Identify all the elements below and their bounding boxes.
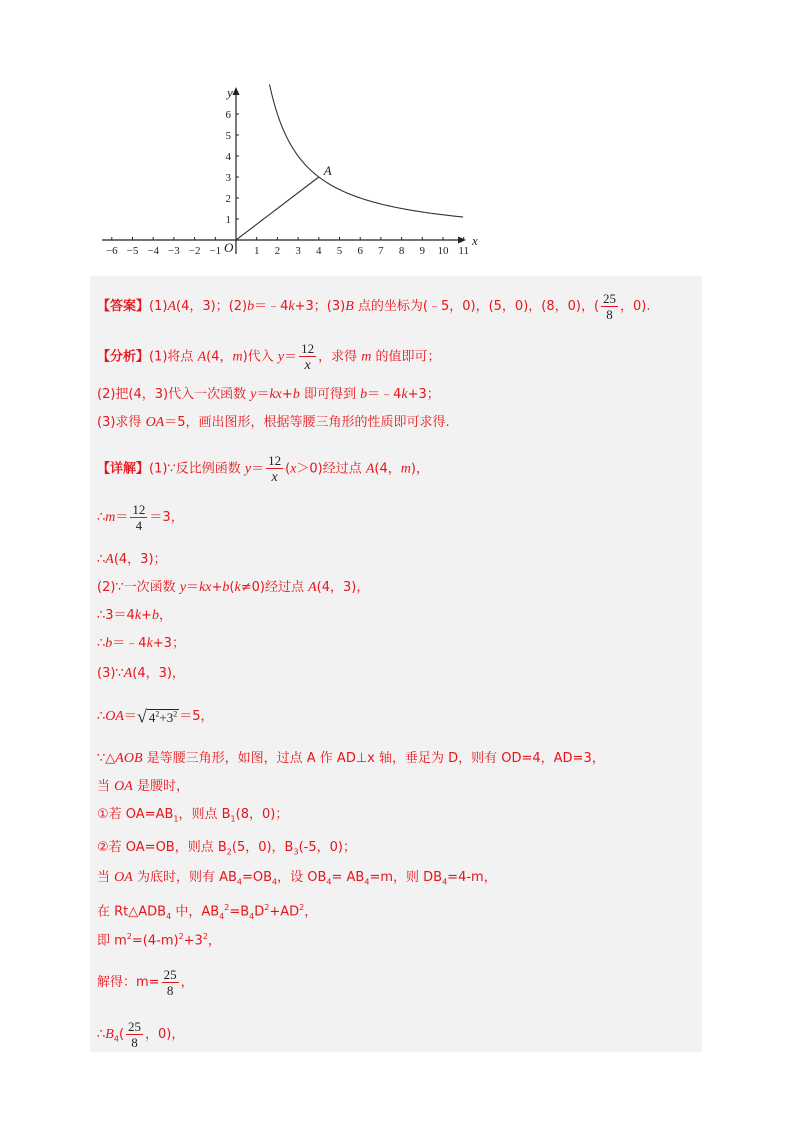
x-tick-label: −5 bbox=[126, 245, 139, 257]
analysis-line-1: 【分析】(1)将点 A(4，m)代入 y＝ $\frac{12}{x}$ ，求得 m 的值即可； bbox=[97, 341, 441, 373]
detail-line-12: ②若 OA=OB，则点 $B_2(5$，0)，$B_3(-5$，0)； bbox=[97, 840, 356, 857]
x-tick-label: 9 bbox=[419, 245, 426, 257]
detail-line-15: 即 $m^2=(4-m)^2+3^2$， bbox=[97, 932, 221, 949]
x-tick-label: 3 bbox=[295, 245, 301, 257]
x-axis-arrow bbox=[458, 237, 466, 244]
detail-line-10: 当 OA 是腰时， bbox=[97, 779, 189, 794]
detail-line-16: 解得：m= $\frac{25}{8}$ ， bbox=[97, 967, 194, 998]
x-tick-label: 11 bbox=[458, 245, 469, 257]
origin-label: O bbox=[224, 240, 234, 255]
x-tick-label: 1 bbox=[253, 245, 260, 257]
detail-line-17: $\therefore B_4$( $\frac{25}{8}$ ，0)， bbox=[97, 1019, 185, 1050]
detail-line-7: (3)∵A(4，3)， bbox=[97, 666, 185, 681]
x-tick-label: 7 bbox=[378, 245, 384, 257]
point-a-label: A bbox=[323, 163, 332, 178]
detail-line-8: ∴OA＝√ $4^2+3^2 =5$， bbox=[97, 706, 214, 727]
detail-line-1: 【详解】(1)∵反比例函数 y＝ $\frac{12}{x}$ (x＞0)经过点 A(4，m)， bbox=[97, 453, 429, 485]
detail-line-6: ∴b＝﹣4k+3； bbox=[97, 636, 185, 651]
y-tick-label: 2 bbox=[225, 193, 231, 205]
x-axis-label: x bbox=[472, 233, 478, 248]
hyperbola-curve bbox=[270, 84, 464, 217]
x-tick-label: 6 bbox=[357, 245, 363, 257]
detail-line-2: ∴m＝ $\frac{12}{4}$ ＝3， bbox=[97, 502, 184, 533]
fraction-25-8: $\frac{25}{8}$ bbox=[603, 291, 617, 322]
x-tick-label: 8 bbox=[398, 245, 405, 257]
y-axis-label: y bbox=[227, 85, 233, 100]
analysis-line-2: (2)把(4，3)代入一次函数 y＝kx+b 即可得到 b＝﹣4k+3； bbox=[97, 387, 440, 402]
x-tick-label: −4 bbox=[147, 245, 160, 257]
segment-OA bbox=[236, 177, 319, 240]
fraction-12-x: $\frac{12}{x}$ bbox=[301, 341, 315, 373]
y-tick-label: 4 bbox=[225, 151, 231, 163]
y-tick-label: 3 bbox=[225, 172, 231, 184]
x-tick-label: −3 bbox=[168, 245, 180, 257]
answer-line: 【答案】(1)A(4，3)；(2)b＝﹣4k+3；(3)B 点的坐标为(﹣5，0)，(5，0)，(8，0)，( $\frac{25}{8}$ ，0). bbox=[97, 291, 651, 322]
detail-line-9: ∵△AOB 是等腰三角形，如图，过点 A 作 AD⊥x 轴，垂足为 D，则有 OD=4，AD=3， bbox=[97, 751, 605, 766]
y-tick-label: 1 bbox=[225, 214, 231, 226]
y-axis-arrow bbox=[233, 87, 240, 95]
detail-line-5: ∴3＝4k+b， bbox=[97, 608, 172, 623]
detail-line-11: ①若 $OA=AB_1$，则点 $B_1(8$，0)； bbox=[97, 807, 289, 824]
function-graph bbox=[98, 84, 478, 264]
x-tick-label: 4 bbox=[316, 245, 322, 257]
x-tick-label: 2 bbox=[274, 245, 281, 257]
sqrt-expression: √ $4^2+3^2$ bbox=[136, 706, 178, 727]
detail-line-13: 当 OA 为底时，则有 $AB_4=OB_4$，设 $OB_4= AB_4=m$，则 $DB_4=4-m$， bbox=[97, 870, 497, 887]
x-tick-label: −2 bbox=[188, 245, 201, 257]
answer-tag: 【答案】 bbox=[97, 299, 150, 314]
detail-tag: 【详解】 bbox=[97, 461, 150, 477]
analysis-tag: 【分析】 bbox=[97, 349, 150, 365]
analysis-line-3: (3)求得 OA＝5，画出图形，根据等腰三角形的性质即可求得. bbox=[97, 415, 450, 430]
x-tick-label: −6 bbox=[105, 245, 118, 257]
x-tick-label: 10 bbox=[437, 245, 449, 257]
y-tick-label: 5 bbox=[225, 130, 231, 142]
x-tick-label: −1 bbox=[209, 245, 222, 257]
detail-line-4: (2)∵一次函数 y＝kx+b(k≠0)经过点 A(4，3)， bbox=[97, 580, 370, 595]
detail-line-14: 在 $Rt\triangle ADB_4$ 中，$AB_4^2=B_4D^2+AD^2$， bbox=[97, 903, 318, 921]
x-tick-label: 5 bbox=[336, 245, 343, 257]
detail-line-3: ∴A(4，3)； bbox=[97, 552, 167, 567]
y-tick-label: 6 bbox=[225, 109, 231, 121]
